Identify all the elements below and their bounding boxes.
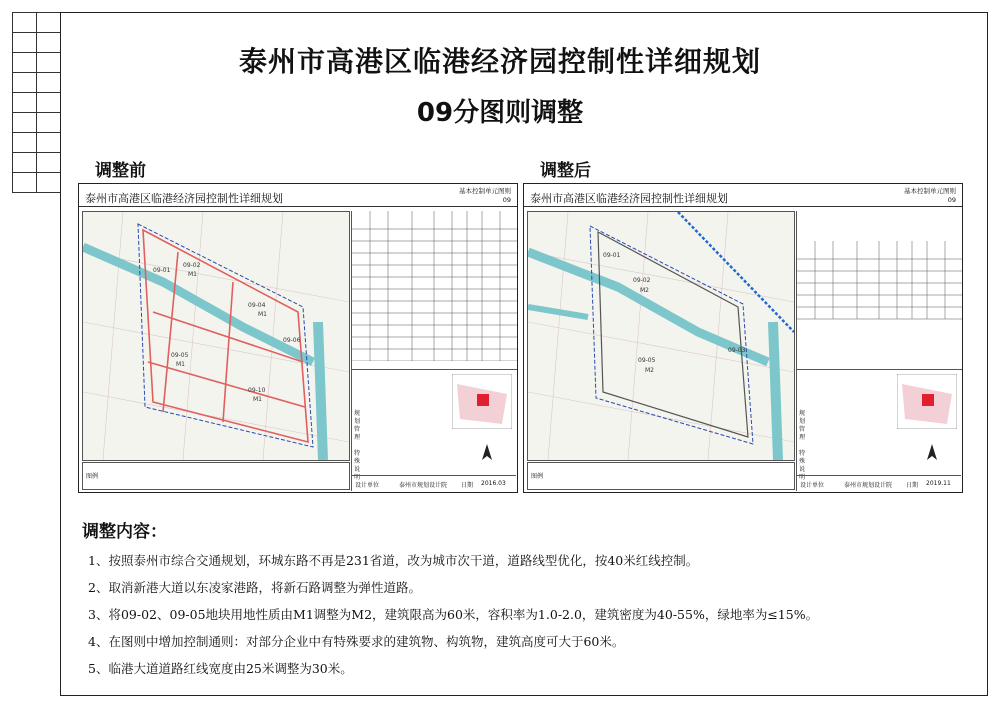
svg-text:09-05: 09-05 <box>638 357 656 364</box>
north-arrow-icon <box>917 442 947 462</box>
svg-text:M1: M1 <box>253 396 262 403</box>
after-label: 调整后 <box>540 161 591 181</box>
svg-text:09-01: 09-01 <box>153 267 171 274</box>
note-item: 1、按照泰州市综合交通规划，环城东路不再是231省道，改为城市次干道，道路线型优化，按40米红线控制。 <box>88 553 699 568</box>
notes-title: 调整内容： <box>82 522 167 542</box>
after-notes-area: 规划管理 特殊说明 <box>797 369 962 470</box>
svg-text:M1: M1 <box>176 361 185 368</box>
main-title: 泰州市高港区临港经济园控制性详细规划 <box>238 45 761 78</box>
north-arrow-icon <box>472 442 502 462</box>
svg-text:09-04: 09-04 <box>248 302 266 309</box>
after-legend: 图例 <box>527 462 795 490</box>
after-panel <box>523 183 963 493</box>
note-item: 2、取消新港大道以东凌家港路，将新石路调整为弹性道路。 <box>88 580 421 595</box>
svg-text:09-06: 09-06 <box>283 337 301 344</box>
svg-text:09-01: 09-01 <box>603 252 621 259</box>
after-side-table <box>796 211 962 491</box>
panel-title: 泰州市高港区临港经济园控制性详细规划 <box>85 192 283 205</box>
note-item: 5、临港大道道路红线宽度由25米调整为30米。 <box>88 661 353 676</box>
svg-text:M1: M1 <box>188 271 197 278</box>
before-label: 调整前 <box>95 161 146 181</box>
svg-text:M1: M1 <box>258 311 267 318</box>
before-footer: 设计单位 泰州市规划设计院 日期 2016.03 <box>351 475 516 492</box>
before-notes-area: 规划管理 特殊说明 <box>352 369 517 470</box>
sub-title: 09分图则调整 <box>416 98 584 128</box>
svg-text:09-02: 09-02 <box>633 277 651 284</box>
before-legend: 图例 <box>82 462 350 490</box>
before-side-table <box>351 211 517 491</box>
svg-text:09-10: 09-10 <box>248 387 266 394</box>
note-item: 3、将09-02、09-05地块用地性质由M1调整为M2，建筑限高为60米，容积率为1.0-2.0，建筑密度为40-55%，绿地率为≤15%。 <box>88 607 819 622</box>
panel-title: 泰州市高港区临港经济园控制性详细规划 <box>530 192 728 205</box>
before-map <box>82 211 350 461</box>
panel-code: 基本控制单元图则 09 <box>459 187 511 204</box>
svg-text:09-05: 09-05 <box>171 352 189 359</box>
after-map <box>527 211 795 461</box>
svg-text:09-02: 09-02 <box>183 262 201 269</box>
svg-text:M2: M2 <box>640 287 649 294</box>
svg-text:09-03: 09-03 <box>728 347 746 354</box>
before-panel <box>78 183 518 493</box>
note-item: 4、在图则中增加控制通则：对部分企业中有特殊要求的建筑物、构筑物，建筑高度可大于60米。 <box>88 634 625 649</box>
after-footer: 设计单位 泰州市规划设计院 日期 2019.11 <box>796 475 961 492</box>
svg-text:M2: M2 <box>645 367 654 374</box>
panel-code: 基本控制单元图则 09 <box>904 187 956 204</box>
